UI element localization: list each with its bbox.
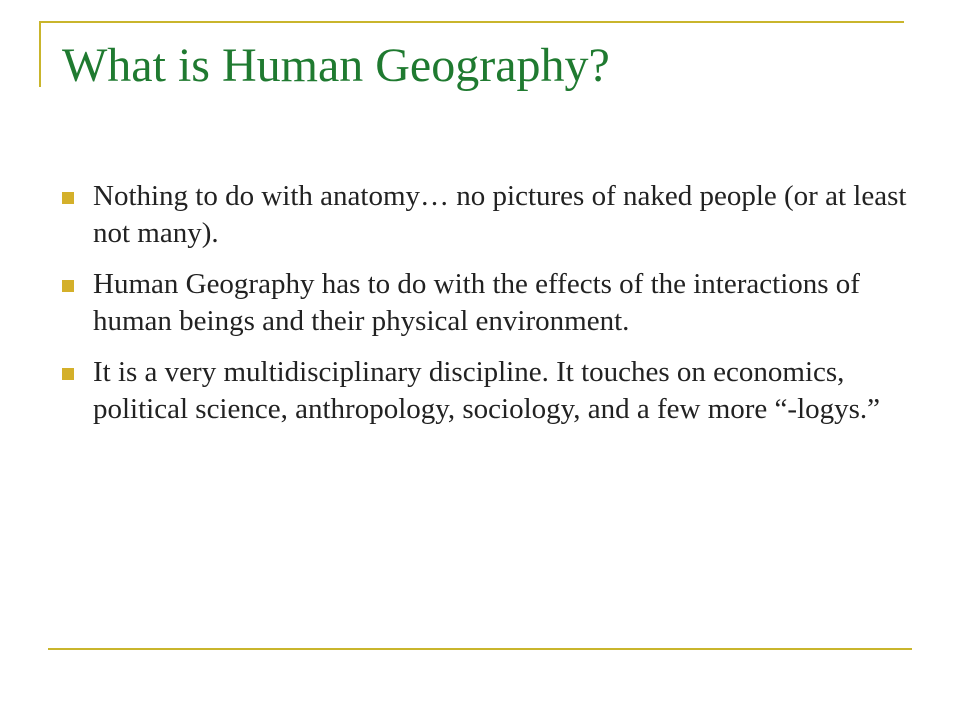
- bullet-list: [60, 178, 920, 442]
- bullet-text: Human Geography has to do with the effects of the interactions of human beings and their physical environment.: [93, 268, 860, 337]
- bottom-divider: [48, 648, 912, 650]
- top-divider: [40, 21, 904, 23]
- bullet-item: [60, 354, 920, 428]
- slide-title: What is Human Geography?: [62, 39, 610, 92]
- bullet-item: [60, 178, 920, 252]
- square-bullet-icon: [62, 280, 74, 292]
- square-bullet-icon: [62, 368, 74, 380]
- bullet-item: [60, 266, 920, 340]
- bullet-text: It is a very multidisciplinary discipline. It touches on economics, political science, anthropology, sociology, and a few more “-logys.”: [93, 356, 881, 425]
- square-bullet-icon: [62, 192, 74, 204]
- bullet-text: Nothing to do with anatomy… no pictures of naked people (or at least not many).: [93, 180, 907, 249]
- left-divider: [39, 21, 41, 87]
